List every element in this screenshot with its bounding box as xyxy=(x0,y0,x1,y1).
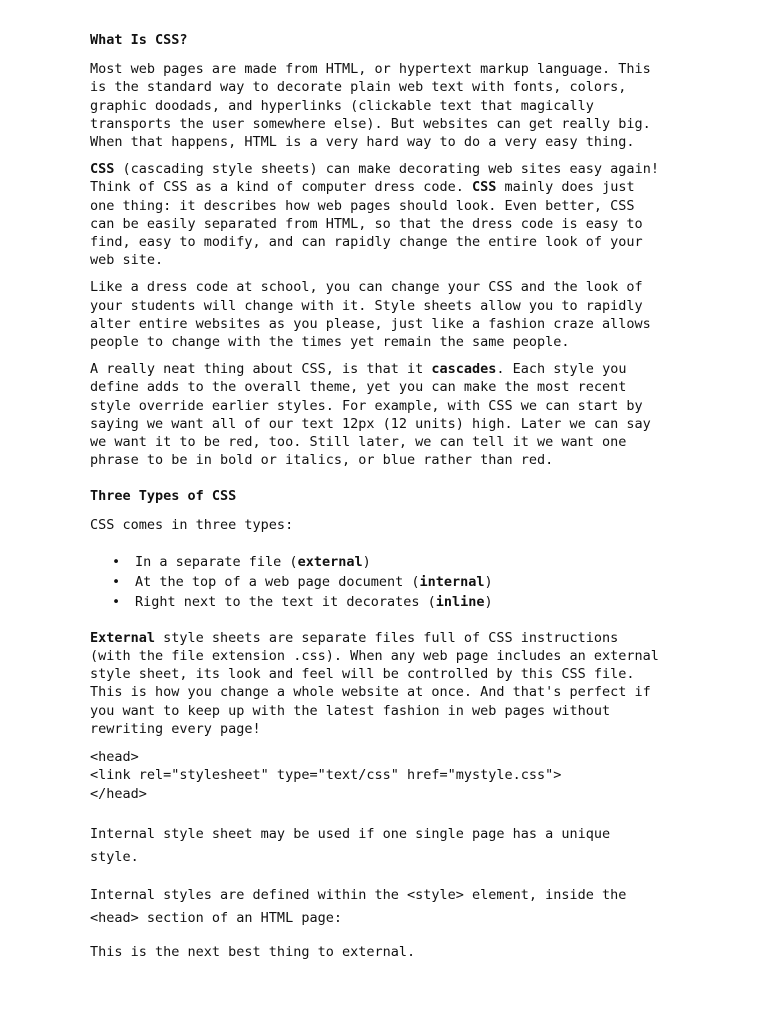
code-line: <link rel="stylesheet" type="text/css" href="mystyle.css"> xyxy=(90,767,562,784)
cascade-paragraph xyxy=(90,360,690,469)
code-line: <head> xyxy=(90,749,139,766)
list-item: • At the top of a web page document (internal) xyxy=(90,572,690,592)
intro-paragraph: Most web pages are made from HTML, or hypertext markup language. This is the standard way to decorate plain web text with fonts, colors, graphic doodads, and hyperlinks (clickable text that magically transports the user somewhere else). But websites can get really big. When that happens, HTML is a very hard way to do a very easy thing. xyxy=(90,61,651,151)
css-bold-2: CSS xyxy=(472,179,497,196)
dress-code-paragraph: Like a dress code at school, you can change your CSS and the look of your students will change with it. Style sheets allow you to rapidly alter entire websites as you please, just like a fashion craze allows people to change with the times yet remain the same people. xyxy=(90,279,651,351)
list-item: • Right next to the text it decorates (inline) xyxy=(90,592,690,612)
list-item: • In a separate file (external) xyxy=(90,552,690,572)
css-bold-1: CSS xyxy=(90,161,115,178)
cascade-text-2: . Each style you define adds to the overall theme, yet you can make the most recent style override earlier styles. For example, with CSS we can start by saying we want all of our text 12px (12 units) high. Later we can say we want it to be red, too. Still later, we can tell it we want one phrase to be in bold or italics, or blue rather than red. xyxy=(90,361,651,469)
internal-defined-paragraph: Internal styles are defined within the <style> element, inside the <head> section of an HTML page: xyxy=(90,886,627,926)
document-page xyxy=(90,31,690,961)
external-paragraph xyxy=(90,629,690,738)
css-paragraph xyxy=(90,160,690,269)
types-heading: Three Types of CSS xyxy=(90,488,237,505)
css-text-2: mainly does just one thing: it describes how web pages should look. Even better, CSS can be easily separated from HTML, so that the dress code is easy to find, easy to modify, and can rapidly change the entire look of your web site. xyxy=(90,179,643,269)
external-bold: External xyxy=(90,629,156,646)
page-title: What Is CSS? xyxy=(90,32,188,48)
internal-paragraph: Internal style sheet may be used if one single page has a unique style. xyxy=(90,825,611,865)
code-example xyxy=(90,748,690,803)
types-intro: CSS comes in three types: xyxy=(90,516,294,533)
code-line: </head> xyxy=(90,785,147,802)
next-best-paragraph: This is the next best thing to external. xyxy=(90,943,416,960)
external-text: style sheets are separate files full of CSS instructions (with the file extension .css). When any web page includes an external style sheet, its look and feel will be controlled by this CSS file. This is how you change a whole website at once. And that's perfect if you want to keep up with the latest fashion in web pages without rewriting every page! xyxy=(90,629,659,737)
types-list xyxy=(90,552,690,612)
css-text-1: (cascading style sheets) can make decorating web sites easy again! Think of CSS as a kind of computer dress code. xyxy=(90,161,659,196)
cascade-bold: cascades xyxy=(431,361,497,378)
cascade-text-1: A really neat thing about CSS, is that it xyxy=(90,361,432,378)
